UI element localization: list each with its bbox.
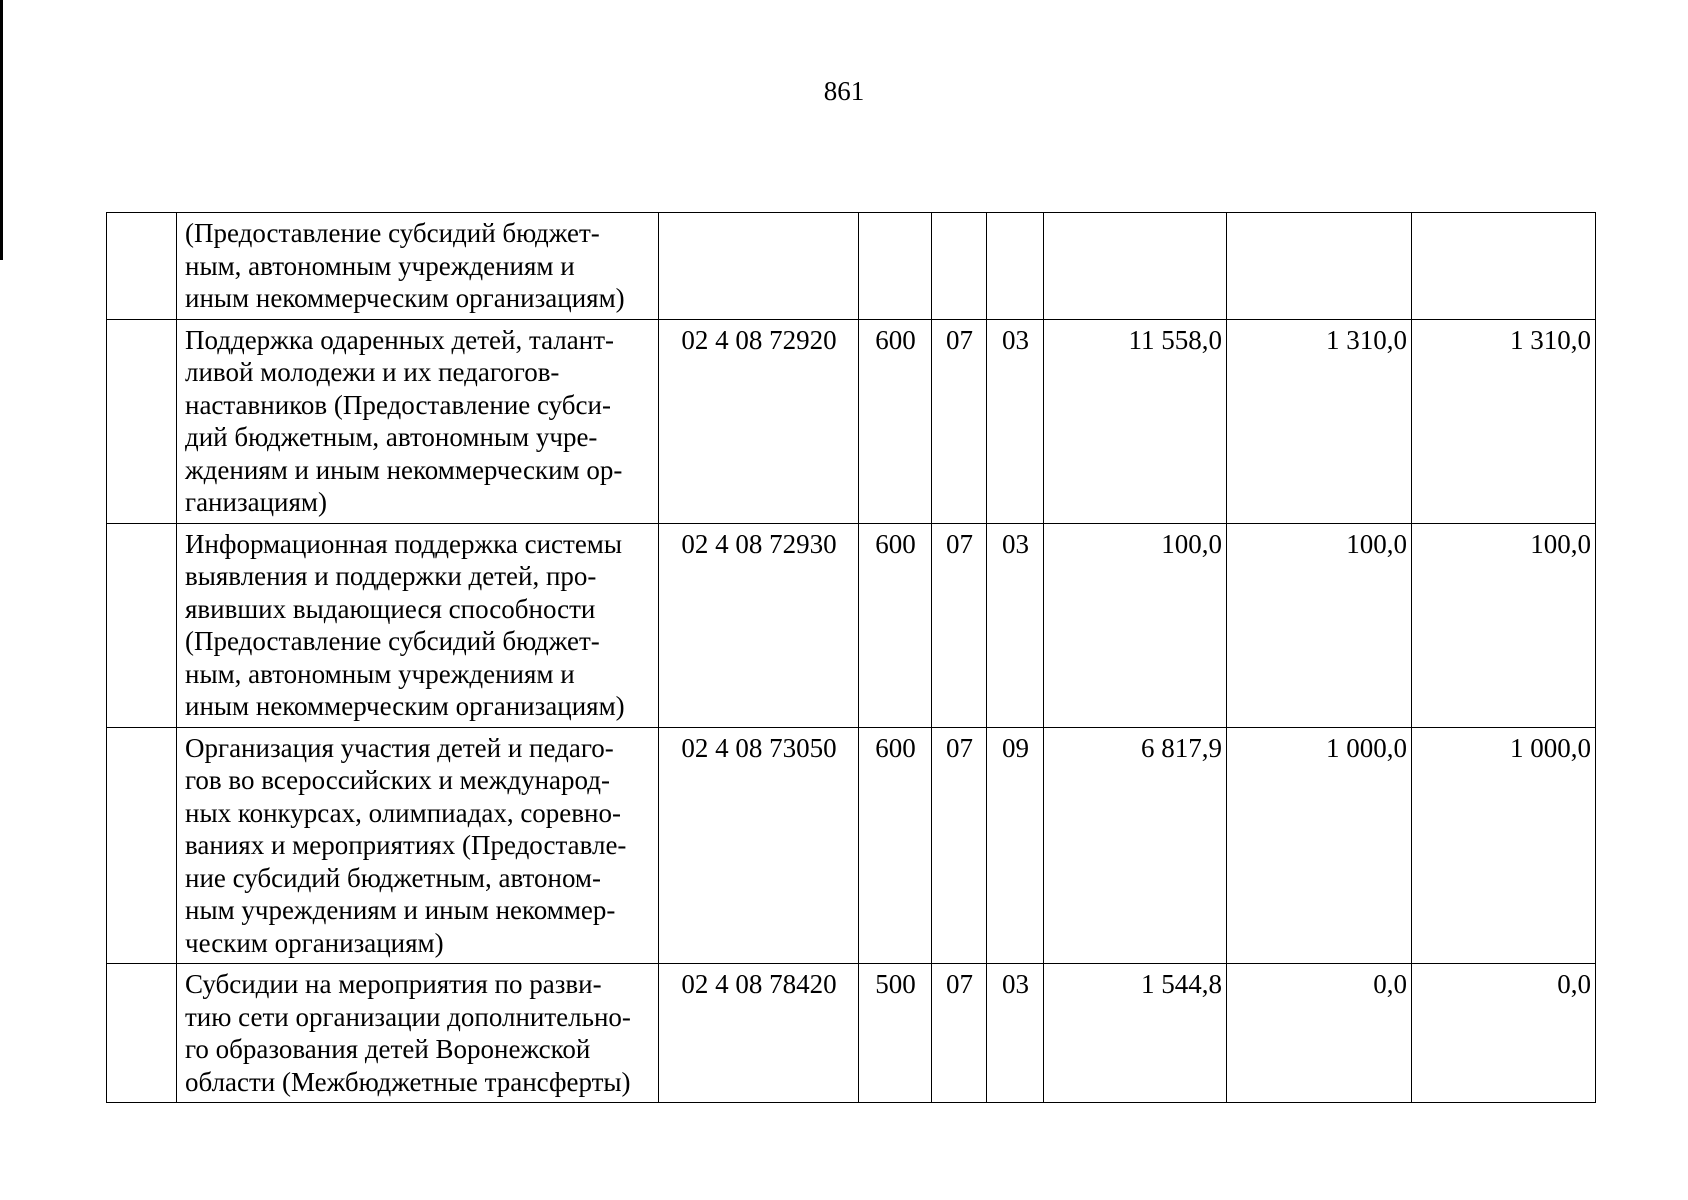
table-row bbox=[107, 727, 1596, 964]
amount-year-2-cell: 1 000,0 bbox=[1227, 727, 1412, 964]
target-article-code-cell: 02 4 08 73050 bbox=[659, 727, 859, 964]
amount-year-1-cell: 1 544,8 bbox=[1044, 964, 1227, 1103]
amount-year-1-cell: 6 817,9 bbox=[1044, 727, 1227, 964]
row-number-cell bbox=[107, 727, 177, 964]
description-line: го образования детей Воронежской bbox=[185, 1034, 591, 1064]
target-article-code-cell bbox=[659, 213, 859, 320]
description-cell bbox=[177, 727, 659, 964]
description-line: Поддержка одаренных детей, талант- bbox=[185, 324, 614, 355]
description-line: области (Межбюджетные трансферты) bbox=[185, 1066, 631, 1097]
amount-year-3-cell: 100,0 bbox=[1412, 523, 1596, 727]
description-line: наставников (Предоставление субси- bbox=[185, 389, 611, 420]
description-cell bbox=[177, 319, 659, 523]
section-code-cell: 07 bbox=[932, 523, 987, 727]
amount-year-3-cell: 1 310,0 bbox=[1412, 319, 1596, 523]
description-line: ваниях и мероприятиях (Предоставле- bbox=[185, 830, 627, 860]
description-cell bbox=[177, 213, 659, 320]
description-line: ние субсидий бюджетным, автоном- bbox=[185, 862, 602, 893]
description-line: ждениям и иным некоммерческим ор- bbox=[185, 454, 623, 485]
subsection-code-cell: 03 bbox=[987, 319, 1044, 523]
description-line: явивших выдающиеся способности bbox=[185, 593, 596, 624]
amount-year-3-cell bbox=[1412, 213, 1596, 320]
description-line: выявления и поддержки детей, про- bbox=[185, 561, 597, 591]
amount-year-2-cell bbox=[1227, 213, 1412, 320]
expense-type-code-cell: 600 bbox=[859, 523, 932, 727]
row-number-cell bbox=[107, 964, 177, 1103]
table-row bbox=[107, 319, 1596, 523]
description-line: Организация участия детей и педаго- bbox=[185, 732, 614, 763]
amount-year-1-cell: 11 558,0 bbox=[1044, 319, 1227, 523]
amount-year-3-cell: 1 000,0 bbox=[1412, 727, 1596, 964]
description-line: тию сети организации дополнительно- bbox=[185, 1001, 631, 1032]
table-row bbox=[107, 523, 1596, 727]
expense-type-code-cell bbox=[859, 213, 932, 320]
section-code-cell bbox=[932, 213, 987, 320]
description-line: ческим организациям) bbox=[185, 927, 444, 958]
description-line: ганизациям) bbox=[185, 487, 328, 517]
row-number-cell bbox=[107, 523, 177, 727]
amount-year-2-cell: 0,0 bbox=[1227, 964, 1412, 1103]
description-line: иным некоммерческим организациям) bbox=[185, 283, 625, 313]
description-line: гов во всероссийских и международ- bbox=[185, 765, 610, 795]
table-body bbox=[107, 213, 1596, 1103]
page-number: 861 bbox=[823, 76, 865, 106]
row-number-cell bbox=[107, 319, 177, 523]
budget-table bbox=[106, 212, 1596, 1103]
description-line: ным, автономным учреждениям и bbox=[185, 250, 575, 281]
subsection-code-cell: 03 bbox=[987, 523, 1044, 727]
description-cell bbox=[177, 523, 659, 727]
expense-type-code-cell: 500 bbox=[859, 964, 932, 1103]
description-line: дий бюджетным, автономным учре- bbox=[185, 422, 598, 452]
subsection-code-cell: 09 bbox=[987, 727, 1044, 964]
description-line: иным некоммерческим организациям) bbox=[185, 691, 625, 721]
amount-year-1-cell: 100,0 bbox=[1044, 523, 1227, 727]
description-line: ливой молодежи и их педагогов- bbox=[185, 357, 560, 387]
expense-type-code-cell: 600 bbox=[859, 727, 932, 964]
amount-year-1-cell bbox=[1044, 213, 1227, 320]
target-article-code-cell: 02 4 08 72930 bbox=[659, 523, 859, 727]
description-line: Информационная поддержка системы bbox=[185, 528, 623, 559]
amount-year-3-cell: 0,0 bbox=[1412, 964, 1596, 1103]
description-line: ным, автономным учреждениям и bbox=[185, 658, 575, 689]
scan-edge-line bbox=[0, 0, 3, 260]
amount-year-2-cell: 100,0 bbox=[1227, 523, 1412, 727]
description-line: ных конкурсах, олимпиадах, соревно- bbox=[185, 797, 621, 828]
description-line: ным учреждениям и иным некоммер- bbox=[185, 895, 616, 925]
section-code-cell: 07 bbox=[932, 964, 987, 1103]
description-cell bbox=[177, 964, 659, 1103]
target-article-code-cell: 02 4 08 72920 bbox=[659, 319, 859, 523]
subsection-code-cell bbox=[987, 213, 1044, 320]
row-number-cell bbox=[107, 213, 177, 320]
amount-year-2-cell: 1 310,0 bbox=[1227, 319, 1412, 523]
table-row bbox=[107, 213, 1596, 320]
target-article-code-cell: 02 4 08 78420 bbox=[659, 964, 859, 1103]
section-code-cell: 07 bbox=[932, 727, 987, 964]
description-line: (Предоставление субсидий бюджет- bbox=[185, 218, 600, 248]
expense-type-code-cell: 600 bbox=[859, 319, 932, 523]
description-line: (Предоставление субсидий бюджет- bbox=[185, 626, 600, 656]
subsection-code-cell: 03 bbox=[987, 964, 1044, 1103]
table-row bbox=[107, 964, 1596, 1103]
description-line: Субсидии на мероприятия по разви- bbox=[185, 969, 602, 999]
section-code-cell: 07 bbox=[932, 319, 987, 523]
